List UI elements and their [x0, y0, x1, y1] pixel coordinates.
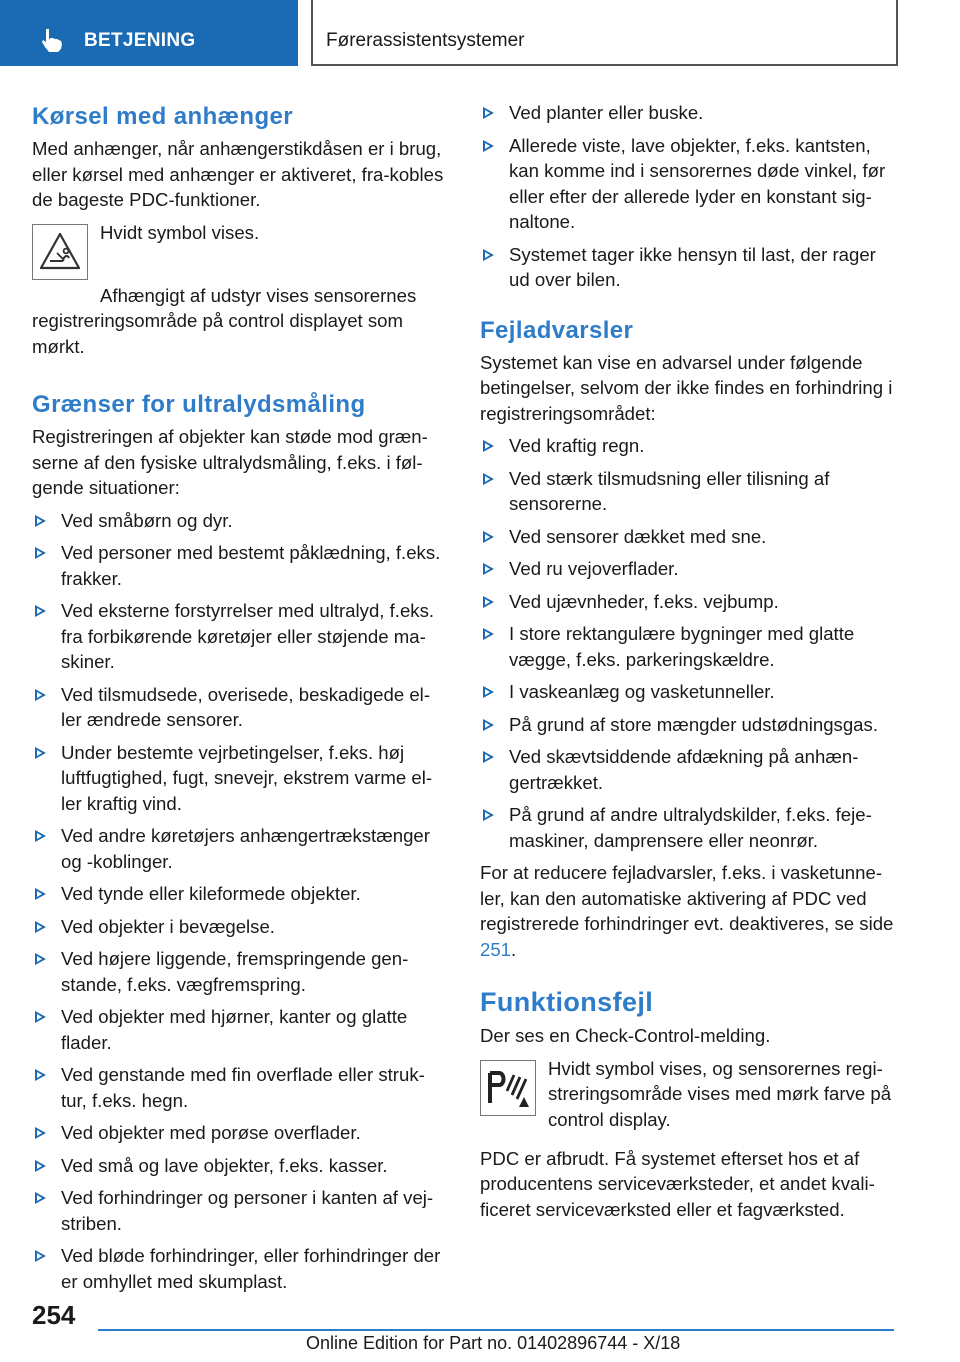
- paragraph-warnings: Systemet kan vise en advarsel under følgende betingelser, selvom der ikke findes en forhindring i registreringsområdet:: [480, 351, 893, 424]
- bullet-arrow-icon: [35, 689, 46, 701]
- symbol-text-pdc: Hvidt symbol vises, og sensorernes regi-streringsområde vises med mørk farve på control display.: [548, 1057, 892, 1130]
- bullet-arrow-icon: [35, 1160, 46, 1172]
- symbol-row-trailer: [32, 220, 446, 280]
- bullet-arrow-icon: [35, 921, 46, 933]
- paragraph-trailer: Med anhænger, når anhængerstikdåsen er i brug, eller kørsel med anhænger er aktiveret, fra-kobles de bageste PDC-funktioner.: [32, 138, 444, 210]
- paragraph-reduce: For at reducere fejladvarsler, f.eks. i vasketunne-ler, kan den automatiske aktivering af PDC ved registrerede forhindringer evt. deaktiveres, se side 251.: [480, 862, 894, 960]
- paragraph-check-control: Der ses en Check-Control-melding.: [480, 1025, 771, 1046]
- list-item: Ved planter eller buske.: [480, 100, 894, 126]
- section-label: BETJENING: [84, 30, 196, 51]
- bullet-arrow-icon: [483, 719, 494, 731]
- list-item: Ved objekter med porøse overflader.: [32, 1120, 446, 1146]
- page-number: 254: [32, 1300, 76, 1330]
- list-item: Ved objekter i bevægelse.: [32, 914, 446, 940]
- pdc-malfunction-symbol-icon: [480, 1060, 536, 1116]
- symbol-text-2: Afhængigt af udstyr vises sensorernes registreringsområde på control displayet som mørkt.: [32, 284, 417, 357]
- list-item: Ved skævtsiddende afdækning på anhæn-gertrækket.: [480, 744, 894, 795]
- hand-pointer-icon: [40, 27, 66, 53]
- bullet-arrow-icon: [35, 547, 46, 559]
- chapter-box: [311, 0, 898, 66]
- bullet-arrow-icon: [483, 107, 494, 119]
- trailer-warning-symbol-icon: [32, 224, 88, 280]
- list-item: Ved tilsmudsede, overisede, beskadigede el-ler ændrede sensorer.: [32, 682, 446, 733]
- list-item: Ved sensorer dækket med sne.: [480, 524, 894, 550]
- list-item: Ved kraftig regn.: [480, 433, 894, 459]
- limits-list-continued: [480, 100, 894, 293]
- page-link[interactable]: 251: [480, 938, 512, 960]
- bullet-arrow-icon: [483, 531, 494, 543]
- paragraph-interrupted: PDC er afbrudt. Få systemet efterset hos et af producentens serviceværksteder, et andet kvali-ficeret serviceværksted eller et fagværksted.: [480, 1147, 875, 1220]
- bullet-arrow-icon: [35, 1250, 46, 1262]
- list-item: Ved tynde eller kileformede objekter.: [32, 881, 446, 907]
- bullet-arrow-icon: [483, 628, 494, 640]
- bullet-arrow-icon: [35, 953, 46, 965]
- list-item: På grund af store mængder udstødningsgas.: [480, 712, 894, 738]
- symbol-row-pdc: [480, 1056, 894, 1136]
- bullet-arrow-icon: [35, 1011, 46, 1023]
- footer-divider: [98, 1329, 894, 1331]
- list-item: Ved genstande med fin overflade eller struk-tur, f.eks. hegn.: [32, 1062, 446, 1113]
- section-tab: [0, 0, 298, 66]
- list-item: Systemet tager ikke hensyn til last, der rager ud over bilen.: [480, 242, 894, 293]
- list-item: Ved småbørn og dyr.: [32, 508, 446, 534]
- bullet-arrow-icon: [35, 1127, 46, 1139]
- list-item: Ved stærk tilsmudsning eller tilisning af sensorerne.: [480, 466, 894, 517]
- bullet-arrow-icon: [483, 140, 494, 152]
- limits-list: [32, 508, 446, 1295]
- list-item: Ved højere liggende, fremspringende gen-stande, f.eks. vægfremspring.: [32, 946, 446, 997]
- list-item: Ved objekter med hjørner, kanter og glatte flader.: [32, 1004, 446, 1055]
- list-item: Ved andre køretøjers anhængertrækstænger og -koblinger.: [32, 823, 446, 874]
- list-item: Ved ujævnheder, f.eks. vejbump.: [480, 589, 894, 615]
- bullet-arrow-icon: [35, 888, 46, 900]
- symbol-text-1: Hvidt symbol vises.: [100, 221, 260, 243]
- list-item: Ved små og lave objekter, f.eks. kasser.: [32, 1153, 446, 1179]
- list-item: I store rektangulære bygninger med glatte vægge, f.eks. parkeringskældre.: [480, 621, 894, 672]
- bullet-arrow-icon: [35, 747, 46, 759]
- heading-warnings: Fejladvarsler: [480, 316, 634, 344]
- page-header: [0, 0, 960, 66]
- bullet-arrow-icon: [35, 605, 46, 617]
- bullet-arrow-icon: [483, 596, 494, 608]
- heading-malfunction: Funktionsfejl: [480, 987, 654, 1017]
- bullet-arrow-icon: [483, 473, 494, 485]
- list-item: Under bestemte vejrbetingelser, f.eks. høj luftfugtighed, fugt, snevejr, ekstrem varme el-ler kraftig vind.: [32, 740, 446, 817]
- list-item: Ved ru vejoverflader.: [480, 556, 894, 582]
- bullet-arrow-icon: [483, 686, 494, 698]
- right-column: [480, 100, 894, 1229]
- paragraph-limits: Registreringen af objekter kan støde mod græn-serne af den fysiske ultralydsmåling, f.eks. i føl-gende situationer:: [32, 426, 428, 498]
- footer-edition: Online Edition for Part no. 01402896744 - X/18: [306, 1333, 681, 1353]
- left-column: [32, 100, 446, 1301]
- list-item: Ved bløde forhindringer, eller forhindringer der er omhyllet med skumplast.: [32, 1243, 446, 1294]
- bullet-arrow-icon: [483, 751, 494, 763]
- bullet-arrow-icon: [35, 515, 46, 527]
- list-item: På grund af andre ultralydskilder, f.eks. feje-maskiner, damprensere eller neonrør.: [480, 802, 894, 853]
- bullet-arrow-icon: [483, 440, 494, 452]
- list-item: Ved eksterne forstyrrelser med ultralyd, f.eks. fra forbikørende køretøjer eller støjende ma-skiner.: [32, 598, 446, 675]
- list-item: Ved personer med bestemt påklædning, f.eks. frakker.: [32, 540, 446, 591]
- bullet-arrow-icon: [483, 249, 494, 261]
- chapter-title: Førerassistentsystemer: [326, 30, 525, 51]
- list-item: Ved forhindringer og personer i kanten af vej-striben.: [32, 1185, 446, 1236]
- list-item: I vaskeanlæg og vasketunneller.: [480, 679, 894, 705]
- heading-limits: Grænser for ultralydsmåling: [32, 391, 366, 418]
- warnings-list: [480, 433, 894, 853]
- bullet-arrow-icon: [483, 809, 494, 821]
- heading-trailer: Kørsel med anhænger: [32, 103, 293, 130]
- bullet-arrow-icon: [483, 563, 494, 575]
- list-item: Allerede viste, lave objekter, f.eks. kantsten, kan komme ind i sensorernes døde vinkel, før eller efter der allerede lyder en konstant sig-naltone.: [480, 133, 894, 235]
- bullet-arrow-icon: [35, 1192, 46, 1204]
- bullet-arrow-icon: [35, 1069, 46, 1081]
- bullet-arrow-icon: [35, 830, 46, 842]
